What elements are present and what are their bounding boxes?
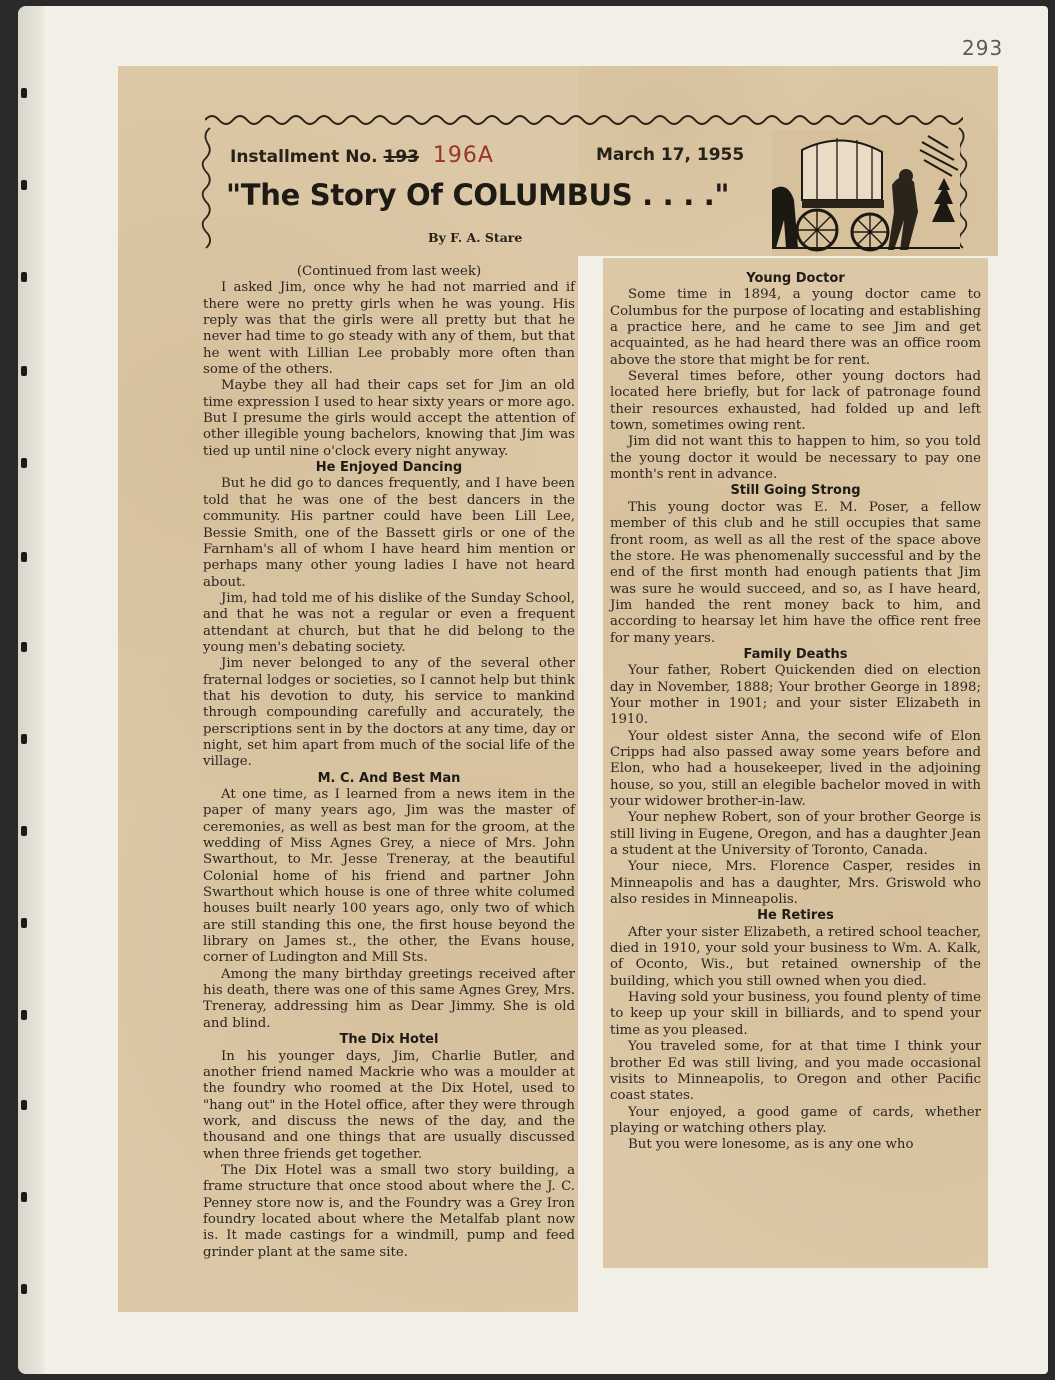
paragraph: Several times before, other young doctors had located here briefly, but for lack of patronage found their resources exhausted, had folded up and left town, sometimes owing rent.	[610, 369, 981, 434]
paragraph: Jim, had told me of his dislike of the Sunday School, and that he was not a regular or even a frequent attendant at church, but that he did belong to the young men's debating society.	[203, 590, 575, 655]
subheading-he-enjoyed-dancing: He Enjoyed Dancing	[315, 460, 463, 476]
binder-hole	[21, 1192, 27, 1202]
paragraph: Your nephew Robert, son of your brother George is still living in Eugene, Oregon, and has a daughter Jean a student at the University of Toronto, Canada.	[610, 810, 981, 859]
issue-date: March 17, 1955	[596, 145, 745, 165]
subheading-he-retires: He Retires	[757, 908, 834, 924]
binding-gutter	[18, 6, 44, 1374]
subheading-family-deaths: Family Deaths	[743, 646, 848, 662]
paragraph: Among the many birthday greetings received after his death, there was one of this same Agnes Grey, Mrs. Treneray, addressing him as Dear Jimmy. She is old and blind.	[203, 966, 575, 1031]
paragraph: Your father, Robert Quickenden died on election day in November, 1888; Your brother George in 1898; Your mother in 1901; and your sister Elizabeth in 1910.	[610, 663, 981, 728]
paragraph: But he did go to dances frequently, and I have been told that he was one of the best dancers in the community. His partner could have been Lill Lee, Bessie Smith, one of the Bassett girls or one of the Farnham's all of whom I have heard him mention or perhaps many other young ladies I have not heard about.	[203, 476, 575, 590]
subheading-mc-and-best-man: M. C. And Best Man	[317, 770, 461, 786]
article-column-left	[203, 264, 575, 1261]
subheading-the-dix-hotel: The Dix Hotel	[339, 1032, 439, 1048]
article-byline: By F. A. Stare	[428, 230, 523, 245]
binder-hole	[21, 88, 27, 98]
binder-hole	[21, 826, 27, 836]
paragraph: Your enjoyed, a good game of cards, whether playing or watching others play.	[610, 1104, 981, 1136]
binder-hole	[21, 1284, 27, 1294]
binder-hole	[21, 642, 27, 652]
subheading-young-doctor: Young Doctor	[746, 271, 845, 286]
paragraph: Some time in 1894, a young doctor came to Columbus for the purpose of locating and establishing a practice here, and he came to see Jim and get acquainted, as he had heard there was an office room above the store that might be for rent.	[610, 287, 981, 368]
binder-hole	[21, 734, 27, 744]
binder-hole	[21, 366, 27, 376]
paragraph: The Dix Hotel was a small two story building, a frame structure that once stood about where the J. C. Penney store now is, and the Foundry was a Grey Iron foundry located about where the Metalfab plant now is. It made castings for a windmill, pump and feed grinder plant at the same site.	[203, 1162, 575, 1260]
paragraph: At one time, as I learned from a news item in the paper of many years ago, Jim was the master of ceremonies, as well as best man for the groom, at the wedding of Miss Agnes Grey, a niece of Mrs. John Swarthout, to Mr. Jesse Treneray, at the beautiful Colonial home of his friend and partner John Swarthout which house is one of three white columed houses built nearly 100 years ago, only two of which are still standing this one, the first house beyond the library on James st., the other, the Evans house, corner of Ludington and Mill Sts.	[203, 787, 575, 966]
binder-hole	[21, 458, 27, 468]
installment-struck-number: 193	[383, 147, 419, 167]
article-column-right	[610, 271, 981, 1154]
binder-hole	[21, 552, 27, 562]
binder-hole	[21, 1010, 27, 1020]
covered-wagon-illustration	[772, 130, 960, 256]
installment-label: Installment No.	[230, 147, 378, 167]
page-number: 293	[962, 36, 1004, 60]
paragraph: Your oldest sister Anna, the second wife of Elon Cripps had also passed away some years before and Elon, who had a housekeeper, lived in the adjoining house, so you, still an elegible bachelor moved in with your widower brother-in-law.	[610, 728, 981, 809]
binder-hole	[21, 272, 27, 282]
paragraph: Jim did not want this to happen to him, so you told the young doctor it would be necessary to pay one month's rent in advance.	[610, 434, 981, 483]
paragraph: Jim never belonged to any of the several other fraternal lodges or societies, so I cannot help but think that his devotion to duty, his service to mankind through compounding carefully and accurately, the perscriptions sent in by the doctors at any time, day or night, set him apart from much of the social life of the village.	[203, 656, 575, 770]
continued-note: (Continued from last week)	[296, 264, 482, 279]
paragraph: Maybe they all had their caps set for Jim an old time expression I used to hear sixty years or more ago. But I presume the girls would accept the attention of other illegible young bachelors, knowing that Jim was tied up until nine o'clock every night anyway.	[203, 378, 575, 459]
paragraph: This young doctor was E. M. Poser, a fellow member of this club and he still occupies that same front room, as well as all the rest of the space above the store. He was phenomenally successful and by the end of the first month had enough patients that Jim was sure he would succeed, and so, as I have heard, Jim handed the rent money back to him, and according to hearsay let him have the office rent free for many years.	[610, 499, 981, 646]
binder-hole	[21, 1100, 27, 1110]
installment-number	[230, 143, 494, 168]
paragraph: You traveled some, for at that time I think your brother Ed was still living, and you made occasional visits to Minneapolis, to Oregon and other Pacific coast states.	[610, 1039, 981, 1104]
decorative-brace-left	[200, 126, 214, 250]
subheading-still-going-strong: Still Going Strong	[730, 483, 861, 499]
decorative-wave-border	[205, 112, 963, 128]
paragraph: I asked Jim, once why he had not married and if there were no pretty girls when he was young. His reply was that the girls were all pretty but that he never had time to go steady with any of them, but that he went with Lillian Lee probably more often than some of the others.	[203, 280, 575, 378]
paragraph: In his younger days, Jim, Charlie Butler, and another friend named Mackrie who was a moulder at the foundry who roomed at the Dix Hotel, used to "hang out" in the Hotel office, after they were through work, and discuss the news of the day, and the thousand and one things that are usually discussed when three friends get together.	[203, 1048, 575, 1162]
paragraph: But you were lonesome, as is any one who	[628, 1137, 914, 1153]
paragraph: After your sister Elizabeth, a retired school teacher, died in 1910, your sold your business to Wm. A. Kalk, of Oconto, Wis., but retained ownership of the building, which you still owned when you died.	[610, 924, 981, 989]
binder-hole	[21, 918, 27, 928]
binder-hole	[21, 180, 27, 190]
paragraph: Having sold your business, you found plenty of time to keep up your skill in billiards, and to spend your time as you pleased.	[610, 990, 981, 1038]
handwritten-installment-number: 196A	[432, 143, 494, 168]
paragraph: Your niece, Mrs. Florence Casper, resides in Minneapolis and has a daughter, Mrs. Griswold who also resides in Minneapolis.	[610, 859, 981, 908]
article-title: "The Story Of COLUMBUS . . . ."	[226, 178, 730, 212]
